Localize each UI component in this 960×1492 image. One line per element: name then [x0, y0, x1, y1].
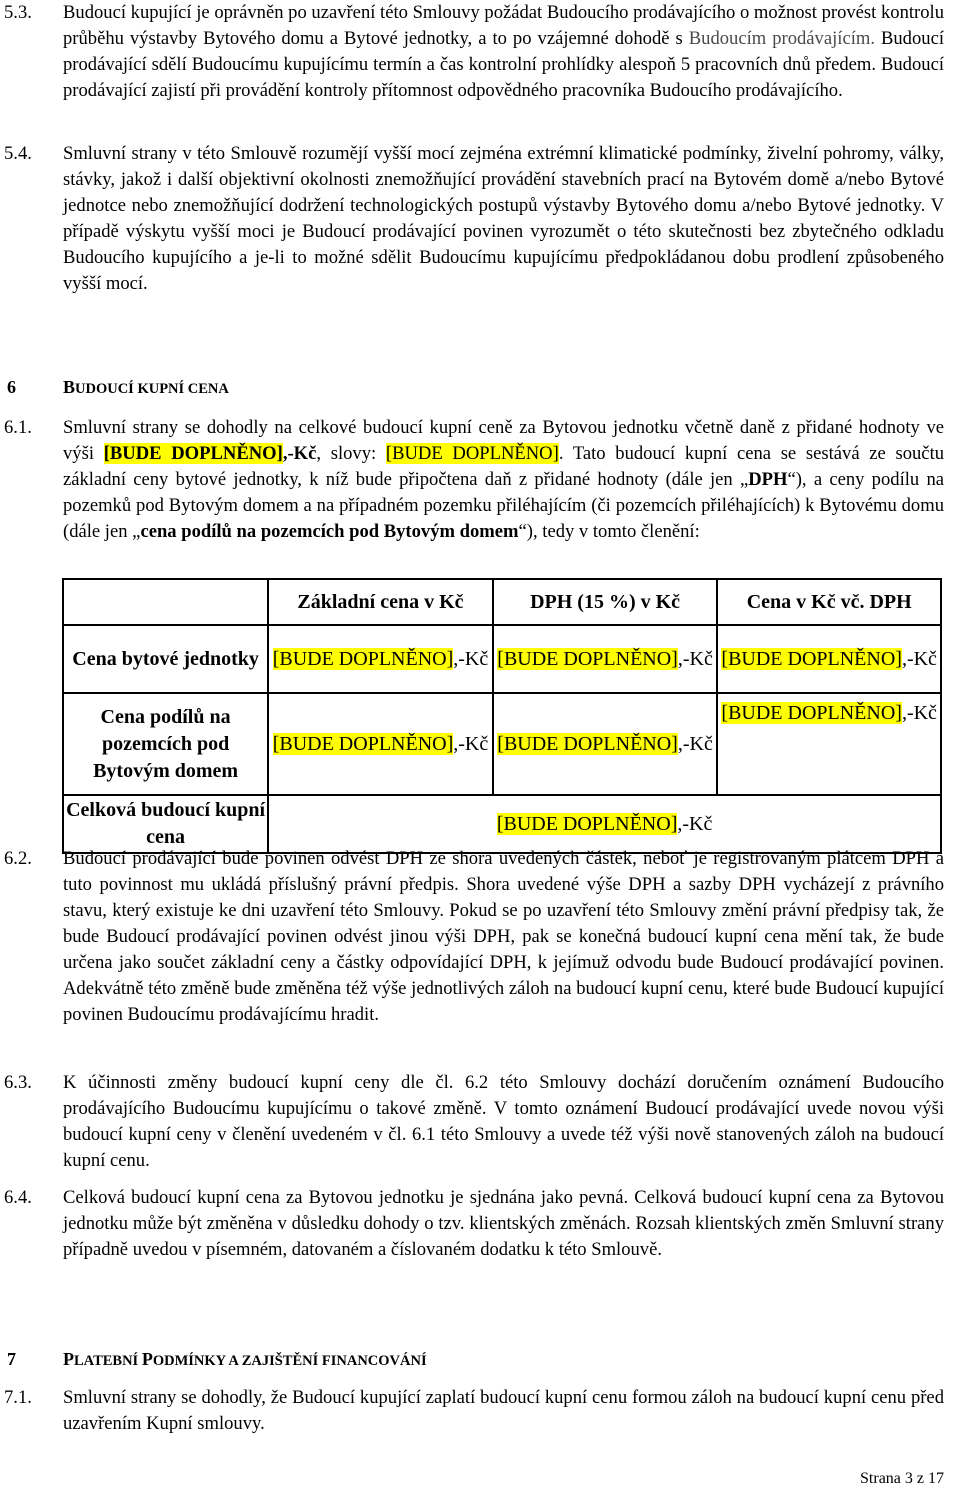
clause-6-3	[0, 1070, 944, 1174]
section-title: PLATEBNÍ PODMÍNKY A ZAJIŠTĚNÍ FINANCOVÁNÍ	[63, 1349, 427, 1369]
section-title: BUDOUCÍ KUPNÍ CENA	[63, 377, 229, 397]
clause-number: 6.2.	[4, 848, 32, 869]
clause-6-2	[0, 846, 944, 1028]
table-cell: [BUDE DOPLNĚNO],-Kč	[493, 693, 718, 795]
column-header: Základní cena v Kč	[268, 579, 493, 625]
clause-5-4	[0, 141, 944, 297]
table-cell: [BUDE DOPLNĚNO],-Kč	[268, 693, 493, 795]
table-cell: [BUDE DOPLNĚNO],-Kč	[717, 625, 941, 693]
column-header: DPH (15 %) v Kč	[493, 579, 718, 625]
clause-text: Budoucí kupující je oprávněn po uzavření této Smlouvy požádat Budoucího prodávajícího o možnost provést kontrolu průběhu výstavby Bytového domu a Bytové jednotky, a to po vzájemné dohodě s Budoucím prodávajícím. Budoucí prodávající sdělí Budoucímu kupujícímu termín a čas kontrolní prohlídky alespoň 5 pracovních dnů předem. Budoucí prodávající zajistí při provádění kontroly přítomnost odpovědného pracovníka Budoucího prodávajícího.	[63, 2, 944, 101]
table-cell: [BUDE DOPLNĚNO],-Kč	[268, 625, 493, 693]
clause-text: Celková budoucí kupní cena za Bytovou jednotku je sjednána jako pevná. Celková budoucí kupní cena za Bytovou jednotku může být změněna v důsledku dohody o tzv. klientských změnách. Rozsah klientských změn Smluvní strany případně uvedou v písemném, datovaném a číslovaném dodatku k této Smlouvě.	[63, 1187, 944, 1260]
table-row	[63, 795, 941, 853]
column-header: Cena v Kč vč. DPH	[717, 579, 941, 625]
row-label: Cena podílů na pozemcích pod Bytovým domem	[63, 693, 268, 795]
clause-7-1	[0, 1385, 944, 1437]
table-row	[63, 693, 941, 795]
clause-number: 5.4.	[4, 143, 32, 164]
clause-6-4	[0, 1185, 944, 1263]
table-header-row	[63, 579, 941, 625]
clause-5-3	[0, 0, 944, 104]
section-number: 7	[7, 1349, 16, 1369]
section-number: 6	[7, 377, 16, 397]
clause-number: 6.4.	[4, 1187, 32, 1208]
placeholder-highlight: [BUDE DOPLNĚNO]	[103, 443, 283, 464]
clause-text: Smluvní strany v této Smlouvě rozumějí vyšší mocí zejména extrémní klimatické podmínky, živelní pohromy, války, stávky, jakož i další objektivní okolnosti znemožňující provádění stavebních prací na Bytovém domě a/nebo Bytové jednotce nebo znemožňující dodržení technologických postupů výstavby Bytového domu a/nebo Bytové jednotky. V případě výskytu vyšší moci je Budoucí prodávající povinen vyrozumět o této skutečnosti bez zbytečného odkladu Budoucího kupujícího a je-li to možné sdělit Budoucímu kupujícímu předpokládanou dobu prodlení způsobeného vyšší mocí.	[63, 143, 944, 294]
clause-number: 6.3.	[4, 1072, 32, 1093]
price-table	[62, 578, 942, 854]
clause-text: Smluvní strany se dohodly na celkové budoucí kupní ceně za Bytovou jednotku včetně daně z přidané hodnoty ve výši [BUDE DOPLNĚNO],-Kč, slovy: [BUDE DOPLNĚNO]. Tato budoucí kupní cena se sestává ze součtu základní ceny bytové jednotky, k níž bude připočtena daň z přidané hodnoty (dále jen „DPH“), a ceny podílu na pozemků pod Bytovým domem a na případném pozemku přiléhajícím (či pozemcích přiléhajících) k Bytovému domu (dále jen „cena podílů na pozemcích pod Bytovým domem“), tedy v tomto členění:	[63, 417, 945, 542]
placeholder-highlight: [BUDE DOPLNĚNO]	[385, 443, 559, 464]
page-number: Strana 3 z 17	[860, 1470, 944, 1487]
row-label: Celková budoucí kupní cena	[63, 795, 268, 853]
clause-text: K účinnosti změny budoucí kupní ceny dle čl. 6.2 této Smlouvy dochází doručením oznámení Budoucího prodávajícího Budoucímu kupujícímu o takové změně. V tomto oznámení Budoucí prodávající uvede novou výši budoucí kupní ceny v členění uvedeném v čl. 6.1 této Smlouvy a uvede též výši nově stanovených záloh na budoucí kupní cenu.	[63, 1072, 944, 1171]
table-total-cell: [BUDE DOPLNĚNO],-Kč	[268, 795, 941, 853]
clause-text: Budoucí prodávající bude povinen odvést DPH ze shora uvedených částek, neboť je registrovaným plátcem DPH a tuto povinnost mu ukládá příslušný právní předpis. Shora uvedené výše DPH a sazby DPH vycházejí z právního stavu, který existuje ke dni uzavření této Smlouvy. Pokud se po uzavření této Smlouvy změní právní předpisy tak, že bude Budoucí prodávající povinen odvést jinou výši DPH, pak se konečná budoucí kupní cena mění tak, že bude určena jako součet základní ceny a částky odpovídající DPH, k jejímuž odvodu bude Budoucí prodávající povinen. Adekvátně této změně bude změněna též výše jednotlivých záloh na budoucí kupní cenu, které bude Budoucí kupující povinen Budoucímu prodávajícímu hradit.	[63, 848, 944, 1025]
table-corner-cell	[63, 579, 268, 625]
clause-number: 6.1.	[4, 417, 32, 438]
section-heading-6	[0, 374, 944, 402]
section-heading-7	[0, 1346, 944, 1374]
row-label: Cena bytové jednotky	[63, 625, 268, 693]
table-cell: [BUDE DOPLNĚNO],-Kč	[717, 693, 941, 795]
clause-number: 5.3.	[4, 2, 32, 23]
clause-6-1	[0, 415, 944, 545]
table-row	[63, 625, 941, 693]
table-cell: [BUDE DOPLNĚNO],-Kč	[493, 625, 718, 693]
clause-number: 7.1.	[4, 1387, 32, 1408]
clause-text: Smluvní strany se dohodly, že Budoucí kupující zaplatí budoucí kupní cenu formou záloh na budoucí kupní cenu před uzavřením Kupní smlouvy.	[63, 1387, 944, 1434]
